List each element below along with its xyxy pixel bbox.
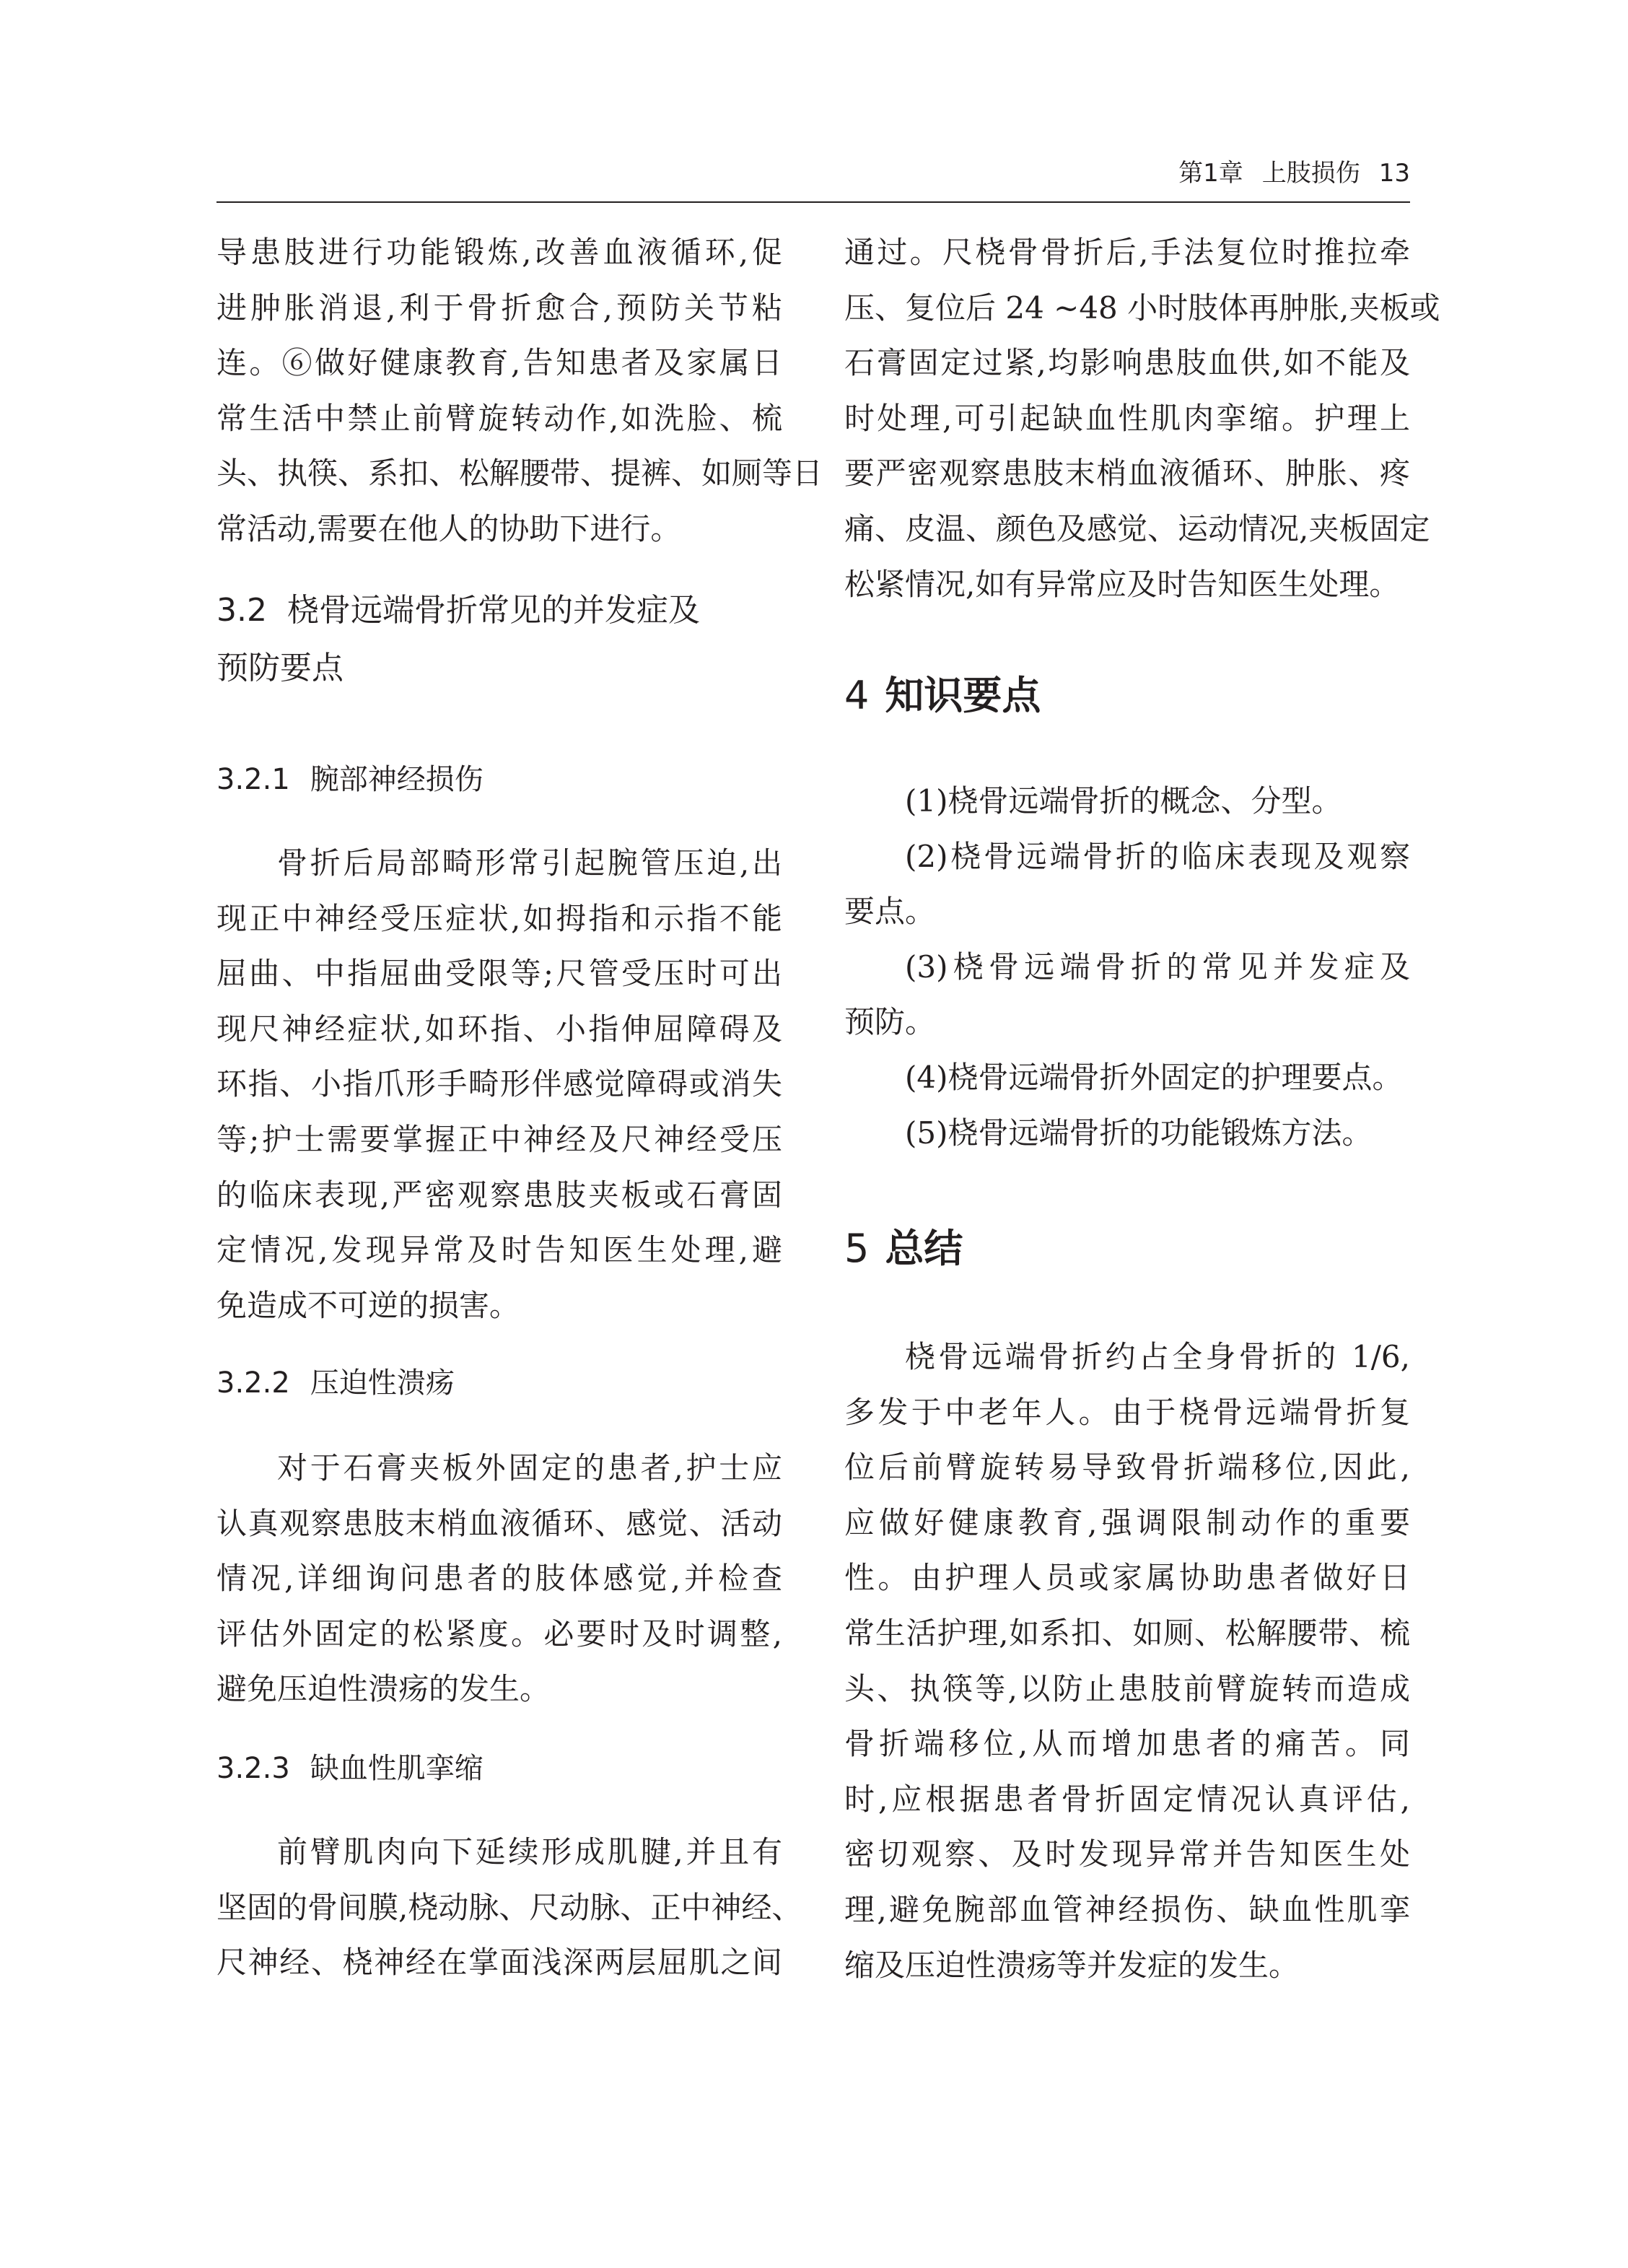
text-line: 对于石膏夹板外固定的患者,护士应 — [277, 1450, 782, 1486]
knowledge-points-list — [844, 774, 1410, 1161]
paragraph — [216, 1825, 802, 1991]
text-line: 骨折后局部畸形常引起腕管压迫,出 — [277, 845, 782, 881]
list-item: (4)桡骨远端骨折外固定的护理要点。 — [905, 1059, 1403, 1095]
text-line: 位后前臂旋转易导致骨折端移位,因此, — [844, 1449, 1410, 1486]
text-line: 性。由护理人员或家属协助患者做好日 — [844, 1560, 1410, 1596]
section-number: 4 — [844, 673, 870, 718]
text-line: 等;护士需要掌握正中神经及尺神经受压 — [216, 1121, 782, 1157]
subsection-number: 3.2.2 — [216, 1366, 290, 1400]
section-number: 5 — [844, 1226, 870, 1271]
section-title: 知识要点 — [885, 673, 1041, 718]
list-item: (1)桡骨远端骨折的概念、分型。 — [905, 783, 1342, 819]
subsection-heading-3-2-2 — [216, 1361, 782, 1405]
running-header — [216, 153, 1410, 193]
text-line: 通过。尺桡骨骨折后,手法复位时推拉牵 — [844, 235, 1410, 270]
paragraph — [216, 1441, 782, 1717]
text-line: 头、执筷、系扣、松解腰带、提裤、如厕等日 — [216, 455, 823, 492]
subsection-number: 3.2.3 — [216, 1752, 290, 1785]
text-line: 松紧情况,如有异常应及时告知医生处理。 — [844, 566, 1400, 602]
paragraph — [216, 225, 823, 557]
text-line: 压、复位后 24 ~48 小时肢体再肿胀,夹板或 — [844, 289, 1440, 326]
text-line: 骨折端移位,从而增加患者的痛苦。同 — [844, 1726, 1410, 1762]
section-heading-4 — [844, 667, 1410, 725]
summary-paragraph — [844, 1330, 1410, 1993]
list-item: (2)桡骨远端骨折的临床表现及观察 — [905, 838, 1410, 874]
subsection-heading-3-2-1 — [216, 758, 782, 801]
text-line: 缩及压迫性溃疡等并发症的发生。 — [844, 1947, 1300, 1983]
section-heading-5 — [844, 1220, 1410, 1278]
subsection-title: 压迫性溃疡 — [310, 1366, 455, 1400]
text-line: 常生活护理,如系扣、如厕、松解腰带、梳 — [844, 1615, 1410, 1651]
text-line: 坚固的骨间膜,桡动脉、尺动脉、正中神经、 — [216, 1889, 802, 1925]
paragraph — [216, 836, 782, 1333]
list-item: (5)桡骨远端骨折的功能锻炼方法。 — [905, 1115, 1373, 1151]
text-line: 免造成不可逆的损害。 — [216, 1287, 520, 1323]
text-line: 多发于中老年人。由于桡骨远端骨折复 — [844, 1394, 1410, 1430]
text-line: 石膏固定过紧,均影响患肢血供,如不能及 — [844, 345, 1410, 381]
section-title: 桡骨远端骨折常见的并发症及 — [286, 592, 700, 629]
text-line: 屈曲、中指屈曲受限等;尺管受压时可出 — [216, 956, 782, 992]
text-line: 连。⑥做好健康教育,告知患者及家属日 — [216, 345, 782, 381]
text-line: 头、执筷等,以防止患肢前臂旋转而造成 — [844, 1670, 1410, 1706]
text-line: 常生活中禁止前臂旋转动作,如洗脸、梳 — [216, 400, 782, 436]
text-line: 应做好健康教育,强调限制动作的重要 — [844, 1504, 1410, 1540]
subsection-heading-3-2-3 — [216, 1747, 782, 1790]
subsection-number: 3.2.1 — [216, 763, 290, 796]
text-line: 时,应根据患者骨折固定情况认真评估, — [844, 1781, 1410, 1817]
text-line: 避免压迫性溃疡的发生。 — [216, 1671, 551, 1707]
header-rule — [216, 201, 1410, 203]
text-line: 现尺神经症状,如环指、小指伸屈障碍及 — [216, 1011, 782, 1047]
chapter-number: 第1章 — [1178, 159, 1243, 188]
text-line: 密切观察、及时发现异常并告知医生处 — [844, 1836, 1410, 1872]
text-line: 导患肢进行功能锻炼,改善血液循环,促 — [216, 235, 782, 270]
section-title: 总结 — [885, 1226, 963, 1271]
text-line: 评估外固定的松紧度。必要时及时调整, — [216, 1615, 782, 1652]
text-line: 常活动,需要在他人的协助下进行。 — [216, 510, 681, 546]
text-line: 痛、皮温、颜色及感觉、运动情况,夹板固定 — [844, 510, 1430, 546]
text-line: 时处理,可引起缺血性肌肉挛缩。护理上 — [844, 400, 1410, 436]
list-item-continuation: 预防。 — [844, 1004, 936, 1040]
subsection-title: 缺血性肌挛缩 — [310, 1752, 483, 1785]
text-line: 进肿胀消退,利于骨折愈合,预防关节粘 — [216, 289, 782, 326]
text-line: 的临床表现,严密观察患肢夹板或石膏固 — [216, 1177, 782, 1213]
text-line: 认真观察患肢末梢血液循环、感觉、活动 — [216, 1505, 782, 1541]
section-number: 3.2 — [216, 592, 267, 629]
text-line: 要严密观察患肢末梢血液循环、肿胀、疼 — [844, 455, 1410, 492]
section-heading-3-2 — [216, 582, 782, 697]
chapter-title: 上肢损伤 — [1261, 159, 1360, 188]
list-item-continuation: 要点。 — [844, 894, 936, 930]
text-line: 定情况,发现异常及时告知医生处理,避 — [216, 1232, 782, 1268]
page-number: 13 — [1378, 159, 1410, 188]
section-title-cont: 预防要点 — [216, 650, 343, 686]
text-line: 前臂肌肉向下延续形成肌腱,并且有 — [277, 1834, 782, 1870]
text-line: 环指、小指爪形手畸形伴感觉障碍或消失 — [216, 1066, 782, 1102]
text-line: 桡骨远端骨折约占全身骨折的 1/6, — [905, 1339, 1410, 1374]
list-item: (3)桡骨远端骨折的常见并发症及 — [905, 948, 1410, 985]
text-line: 现正中神经受压症状,如拇指和示指不能 — [216, 900, 782, 936]
paragraph — [844, 225, 1440, 612]
text-line: 情况,详细询问患者的肢体感觉,并检查 — [216, 1561, 782, 1597]
text-line: 尺神经、桡神经在掌面浅深两层屈肌之间 — [216, 1945, 782, 1981]
subsection-title: 腕部神经损伤 — [310, 763, 483, 796]
text-line: 理,避免腕部血管神经损伤、缺血性肌挛 — [844, 1891, 1410, 1927]
